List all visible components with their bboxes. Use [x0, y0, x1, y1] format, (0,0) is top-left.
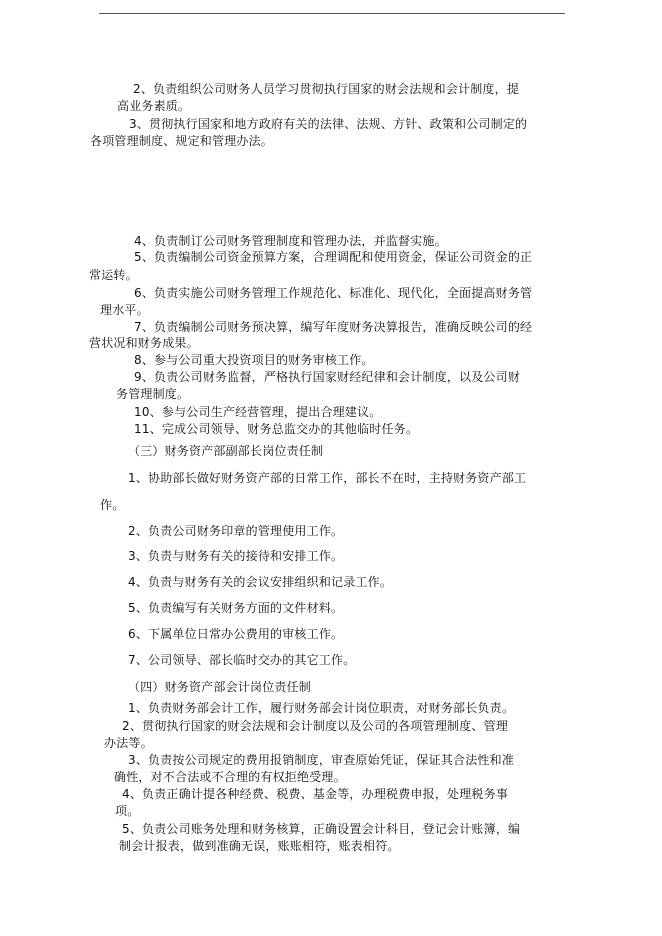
text-line: 理水平。 [100, 303, 149, 317]
text-line: 4、负责制订公司财务管理制度和管理办法，并监督实施。 [134, 234, 447, 248]
text-line: 7、公司领导、部长临时交办的其它工作。 [128, 653, 356, 667]
text-line: 3、负责与财务有关的接待和安排工作。 [128, 549, 344, 563]
text-line: 6、下属单位日常办公费用的审核工作。 [128, 627, 344, 641]
text-line: 办法等。 [104, 736, 153, 750]
text-line: 6、负责实施公司财务管理工作规范化、标准化、现代化，全面提高财务管 [134, 286, 533, 300]
text-line: 1、负责财务部会计工作，履行财务部会计岗位职责，对财务部长负责。 [128, 701, 515, 715]
text-line: 项。 [115, 804, 140, 818]
text-line: 制会计报表，做到准确无误，账账相符，账表相符。 [119, 839, 400, 853]
text-line: 5、负责公司账务处理和财务核算，正确设置会计科目，登记会计账簿，编 [122, 822, 521, 836]
text-line: 4、负责与财务有关的会议安排组织和记录工作。 [128, 575, 393, 589]
text-line: 11、完成公司领导、财务总监交办的其他临时任务。 [134, 422, 419, 436]
text-line: 5、负责编写有关财务方面的文件材料。 [128, 601, 344, 615]
text-line: 10、参与公司生产经营管理，提出合理建议。 [134, 405, 382, 419]
text-line: 高业务素质。 [117, 99, 191, 113]
text-line: 9、负责公司财务监督，严格执行国家财经纪律和会计制度，以及公司财 [134, 370, 521, 384]
text-line: 4、负责正确计提各种经费、税费、基金等，办理税费申报，处理税务事 [122, 787, 509, 801]
text-line: 2、负责公司财务印章的管理使用工作。 [128, 524, 344, 538]
header-rule [99, 13, 565, 14]
text-line: 2、贯彻执行国家的财会法规和会计制度以及公司的各项管理制度、管理 [122, 719, 509, 733]
text-line: 2、负责组织公司财务人员学习贯彻执行国家的财会法规和会计制度，提 [133, 82, 520, 96]
text-line: 3、贯彻执行国家和地方政府有关的法律、法规、方针、政策和公司制定的 [129, 117, 528, 131]
text-line: 1、协助部长做好财务资产部的日常工作，部长不在时，主持财务资产部工 [128, 471, 527, 485]
text-line: 作。 [100, 498, 125, 512]
section-heading: （三）财务资产部副部长岗位责任制 [128, 444, 324, 458]
text-line: 常运转。 [89, 268, 138, 282]
text-line: 务管理制度。 [116, 387, 190, 401]
text-line: 营状况和财务成果。 [89, 336, 199, 350]
text-line: 3、负责按公司规定的费用报销制度，审查原始凭证，保证其合法性和准 [128, 753, 515, 767]
text-line: 确性，对不合法或不合理的有权拒绝受理。 [114, 770, 346, 784]
text-line: 各项管理制度、规定和管理办法。 [90, 134, 274, 148]
text-line: 8、参与公司重大投资项目的财务审核工作。 [134, 353, 374, 367]
text-line: 5、负责编制公司资金预算方案，合理调配和使用资金，保证公司资金的正 [134, 250, 533, 264]
section-heading: （四）财务资产部会计岗位责任制 [128, 680, 312, 694]
text-line: 7、负责编制公司财务预决算，编写年度财务决算报告，准确反映公司的经 [134, 320, 533, 334]
